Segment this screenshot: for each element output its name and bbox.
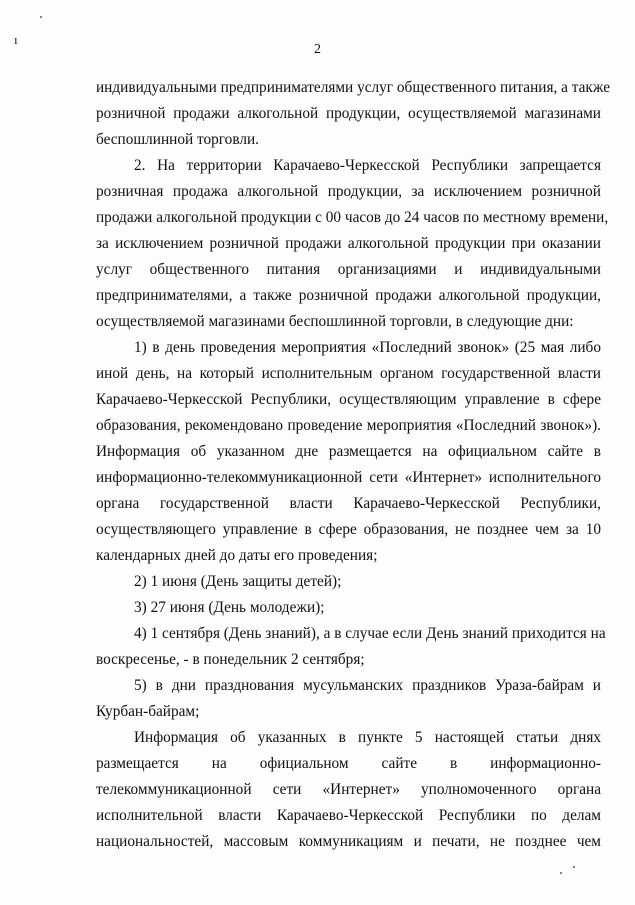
text-line: Курбан-байрам; — [96, 703, 200, 720]
scan-speck — [573, 866, 575, 868]
text-line: осуществляемой магазинами беспошлинной торговли, в следующие дни: — [96, 313, 574, 330]
text-line: за исключением розничной продажи алкогольной продукции при оказании — [96, 235, 601, 252]
text-line: беспошлинной торговли. — [96, 131, 259, 148]
text-line: Информация об указанных в пункте 5 настоящей статьи днях — [134, 729, 601, 746]
text-line: образования, рекомендовано проведение мероприятия «Последний звонок»). — [96, 417, 601, 434]
text-line: услуг общественного питания организациями и индивидуальными — [96, 261, 601, 278]
scan-speck — [40, 16, 42, 18]
document-body — [96, 75, 611, 855]
text-line: органа государственной власти Карачаево-Черкесской Республики, — [96, 495, 601, 512]
text-line: размещается на официальном сайте в информационно- — [96, 755, 601, 772]
page-number: 2 — [314, 42, 321, 57]
text-line: 2) 1 июня (День защиты детей); — [134, 573, 342, 590]
text-line: 4) 1 сентября (День знаний), а в случае если День знаний приходится на — [134, 625, 606, 642]
scan-speck — [560, 872, 562, 874]
text-line: осуществляющего управление в сфере образования, не позднее чем за 10 — [96, 521, 601, 538]
text-line: телекоммуникационной сети «Интернет» уполномоченного органа — [96, 781, 601, 798]
text-line: продажи алкогольной продукции с 00 часов до 24 часов по местному времени, — [96, 209, 609, 226]
text-line: 1) в день проведения мероприятия «Последний звонок» (25 мая либо — [134, 339, 601, 356]
text-line: воскресенье, - в понедельник 2 сентября; — [96, 651, 365, 668]
text-line: календарных дней до даты его проведения; — [96, 547, 378, 564]
margin-mark: ı — [14, 32, 18, 47]
text-line: информационно-телекоммуникационной сети «Интернет» исполнительного — [96, 469, 601, 486]
text-line: 5) в дни празднования мусульманских праздников Ураза-байрам и — [134, 677, 601, 694]
text-line: 2. На территории Карачаево-Черкесской Республики запрещается — [134, 157, 601, 174]
text-line: иной день, на который исполнительным органом государственной власти — [96, 365, 601, 382]
text-line: индивидуальными предпринимателями услуг общественного питания, а также — [96, 79, 611, 96]
text-line: розничная продажа алкогольной продукции, за исключением розничной — [96, 183, 601, 200]
text-line: розничной продажи алкогольной продукции, осуществляемой магазинами — [96, 105, 601, 122]
text-line: Информация об указанном дне размещается на официальном сайте в — [96, 443, 601, 460]
text-line: предпринимателями, а также розничной продажи алкогольной продукции, — [96, 287, 601, 304]
text-line: 3) 27 июня (День молодежи); — [134, 599, 325, 616]
text-line: Карачаево-Черкесской Республики, осуществляющим управление в сфере — [96, 391, 601, 408]
text-line: исполнительной власти Карачаево-Черкесской Республики по делам — [96, 807, 601, 824]
text-line: национальностей, массовым коммуникациям и печати, не позднее чем — [96, 833, 601, 850]
